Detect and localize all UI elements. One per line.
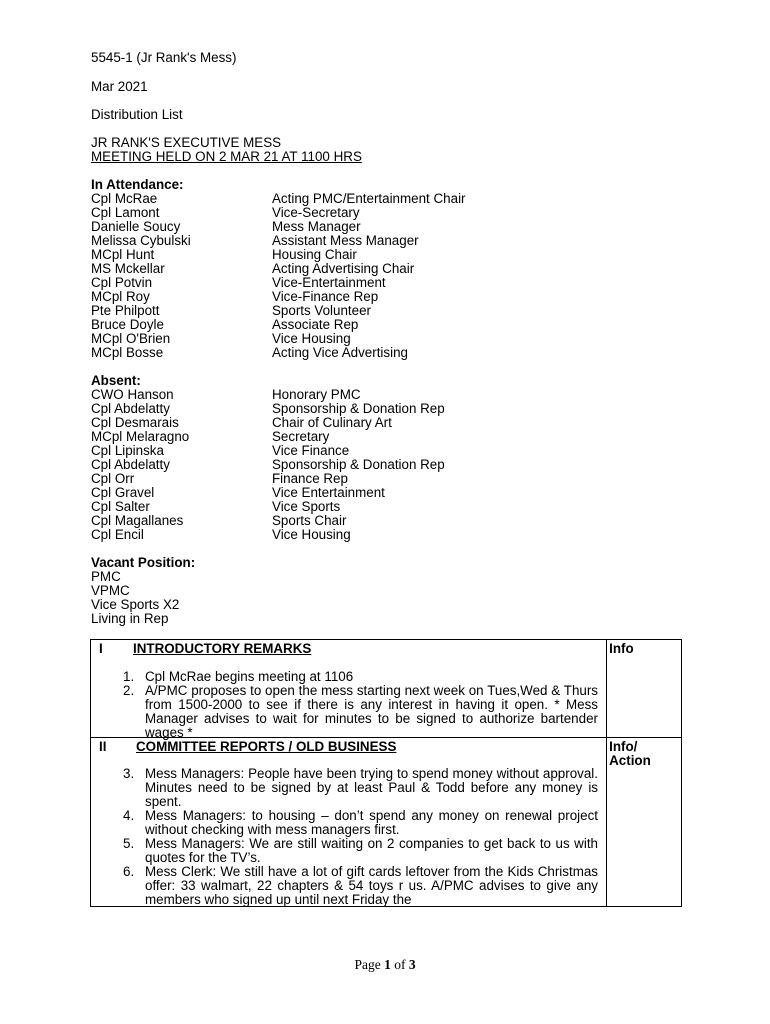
status-line: Info xyxy=(609,641,634,656)
page-prefix: Page xyxy=(354,957,385,972)
attendee-role: Vice Housing xyxy=(272,331,351,346)
attendee-name: Bruce Doyle xyxy=(91,317,164,332)
attendee-role: Acting Vice Advertising xyxy=(272,345,408,360)
attendee-name: Danielle Soucy xyxy=(91,219,181,234)
attendee-role: Acting PMC/Entertainment Chair xyxy=(272,191,466,206)
attendee-name: Melissa Cybulski xyxy=(91,233,191,248)
attendee-name: MCpl O'Brien xyxy=(91,331,171,346)
item-text: Mess Managers: We are still waiting on 2 companies to get back to us with quotes for the TV’s. xyxy=(145,836,598,865)
org-title: JR RANK'S EXECUTIVE MESS xyxy=(91,135,282,150)
item-number: 2. xyxy=(123,683,135,698)
minutes-table xyxy=(90,639,682,907)
attendee-role: Vice-Secretary xyxy=(272,205,360,220)
section-row xyxy=(91,738,682,907)
minute-item xyxy=(123,767,598,809)
date-line: Mar 2021 xyxy=(91,79,148,94)
attendee-role: Housing Chair xyxy=(272,247,357,262)
absent-name: Cpl Encil xyxy=(91,527,144,542)
attendee-role: Acting Advertising Chair xyxy=(272,261,415,276)
section-title: INTRODUCTORY REMARKS xyxy=(133,641,312,656)
absent-role: Secretary xyxy=(272,429,330,444)
attendee-name: MCpl Roy xyxy=(91,289,150,304)
absent-role: Sports Chair xyxy=(272,513,347,528)
absent-name: MCpl Melaragno xyxy=(91,429,190,444)
absent-role: Vice Sports xyxy=(272,499,341,514)
distribution-line: Distribution List xyxy=(91,107,183,122)
section-number: I xyxy=(99,641,103,656)
absent-name: CWO Hanson xyxy=(91,387,174,402)
item-number: 4. xyxy=(123,808,135,823)
absent-role: Finance Rep xyxy=(272,471,348,486)
section-status xyxy=(609,740,651,768)
absent-name: Cpl Magallanes xyxy=(91,513,184,528)
absent-name: Cpl Abdelatty xyxy=(91,401,170,416)
meeting-title: MEETING HELD ON 2 MAR 21 AT 1100 HRS xyxy=(91,149,362,164)
status-line: Info/ xyxy=(609,739,638,754)
absent-role: Chair of Culinary Art xyxy=(272,415,392,430)
item-text: Mess Managers: to housing – don’t spend any money on renewal project without checking with mess managers first. xyxy=(145,808,598,837)
page-of: of xyxy=(390,957,409,972)
minute-item xyxy=(123,670,598,684)
minute-item xyxy=(123,809,598,837)
absent-name: Cpl Lipinska xyxy=(91,443,164,458)
item-text: Cpl McRae begins meeting at 1106 xyxy=(145,669,354,684)
page-current: 1 xyxy=(384,957,391,972)
vacant-position: Living in Rep xyxy=(91,611,169,626)
vacant-heading: Vacant Position: xyxy=(91,555,196,570)
absent-role: Sponsorship & Donation Rep xyxy=(272,401,445,416)
attendee-role: Sports Volunteer xyxy=(272,303,372,318)
absent-name: Cpl Gravel xyxy=(91,485,155,500)
section-title: COMMITTEE REPORTS / OLD BUSINESS xyxy=(136,739,397,754)
minute-item xyxy=(123,684,598,740)
status-line: Action xyxy=(609,753,651,768)
absent-name: Cpl Orr xyxy=(91,471,135,486)
vacant-position: Vice Sports X2 xyxy=(91,597,180,612)
item-text: Mess Clerk: We still have a lot of gift cards leftover from the Kids Christmas offer: 33 walmart, 22 chapters & 54 toys r us. A/PMC advises to give any members who signed up until next Friday the xyxy=(145,864,598,907)
section-side xyxy=(607,640,682,738)
minute-item xyxy=(123,865,598,907)
minute-item xyxy=(123,837,598,865)
absent-role: Sponsorship & Donation Rep xyxy=(272,457,445,472)
attendee-name: Cpl McRae xyxy=(91,191,158,206)
item-text: Mess Managers: People have been trying to spend money without approval. Minutes need to be signed by at least Paul & Todd before any money is spent. xyxy=(145,766,598,809)
attendee-name: Cpl Potvin xyxy=(91,275,153,290)
attendee-role: Vice-Entertainment xyxy=(272,275,386,290)
absent-name: Cpl Desmarais xyxy=(91,415,179,430)
page-total: 3 xyxy=(408,957,416,972)
attendee-name: MCpl Bosse xyxy=(91,345,164,360)
attendee-name: Cpl Lamont xyxy=(91,205,160,220)
section-content xyxy=(91,738,607,907)
absent-role: Vice Housing xyxy=(272,527,351,542)
section-number: II xyxy=(99,739,107,754)
item-number: 5. xyxy=(123,836,135,851)
attendee-name: MCpl Hunt xyxy=(91,247,155,262)
section-row xyxy=(91,640,682,738)
attendee-role: Mess Manager xyxy=(272,219,361,234)
item-number: 3. xyxy=(123,766,135,781)
page-footer xyxy=(0,958,770,972)
absent-name: Cpl Abdelatty xyxy=(91,457,170,472)
item-number: 1. xyxy=(123,669,135,684)
absent-name: Cpl Salter xyxy=(91,499,150,514)
attendee-role: Assistant Mess Manager xyxy=(272,233,419,248)
attendance-heading: In Attendance: xyxy=(91,177,184,192)
section-status xyxy=(609,642,634,656)
absent-heading: Absent: xyxy=(91,373,141,388)
attendee-name: Pte Philpott xyxy=(91,303,160,318)
absent-role: Vice Entertainment xyxy=(272,485,385,500)
absent-role: Honorary PMC xyxy=(272,387,361,402)
attendee-role: Associate Rep xyxy=(272,317,359,332)
item-text: A/PMC proposes to open the mess starting next week on Tues,Wed & Thurs from 1500-2000 to see if there is any interest in having it open. * Mess Manager advises to wait for minutes to be signed to authorize bartender wages * xyxy=(145,683,598,740)
attendee-role: Vice-Finance Rep xyxy=(272,289,379,304)
absent-role: Vice Finance xyxy=(272,443,350,458)
reference-line: 5545-1 (Jr Rank's Mess) xyxy=(91,50,237,65)
section-side xyxy=(607,738,682,907)
attendee-name: MS Mckellar xyxy=(91,261,165,276)
section-content xyxy=(91,640,607,738)
vacant-position: VPMC xyxy=(91,583,130,598)
item-number: 6. xyxy=(123,864,135,879)
vacant-position: PMC xyxy=(91,569,121,584)
